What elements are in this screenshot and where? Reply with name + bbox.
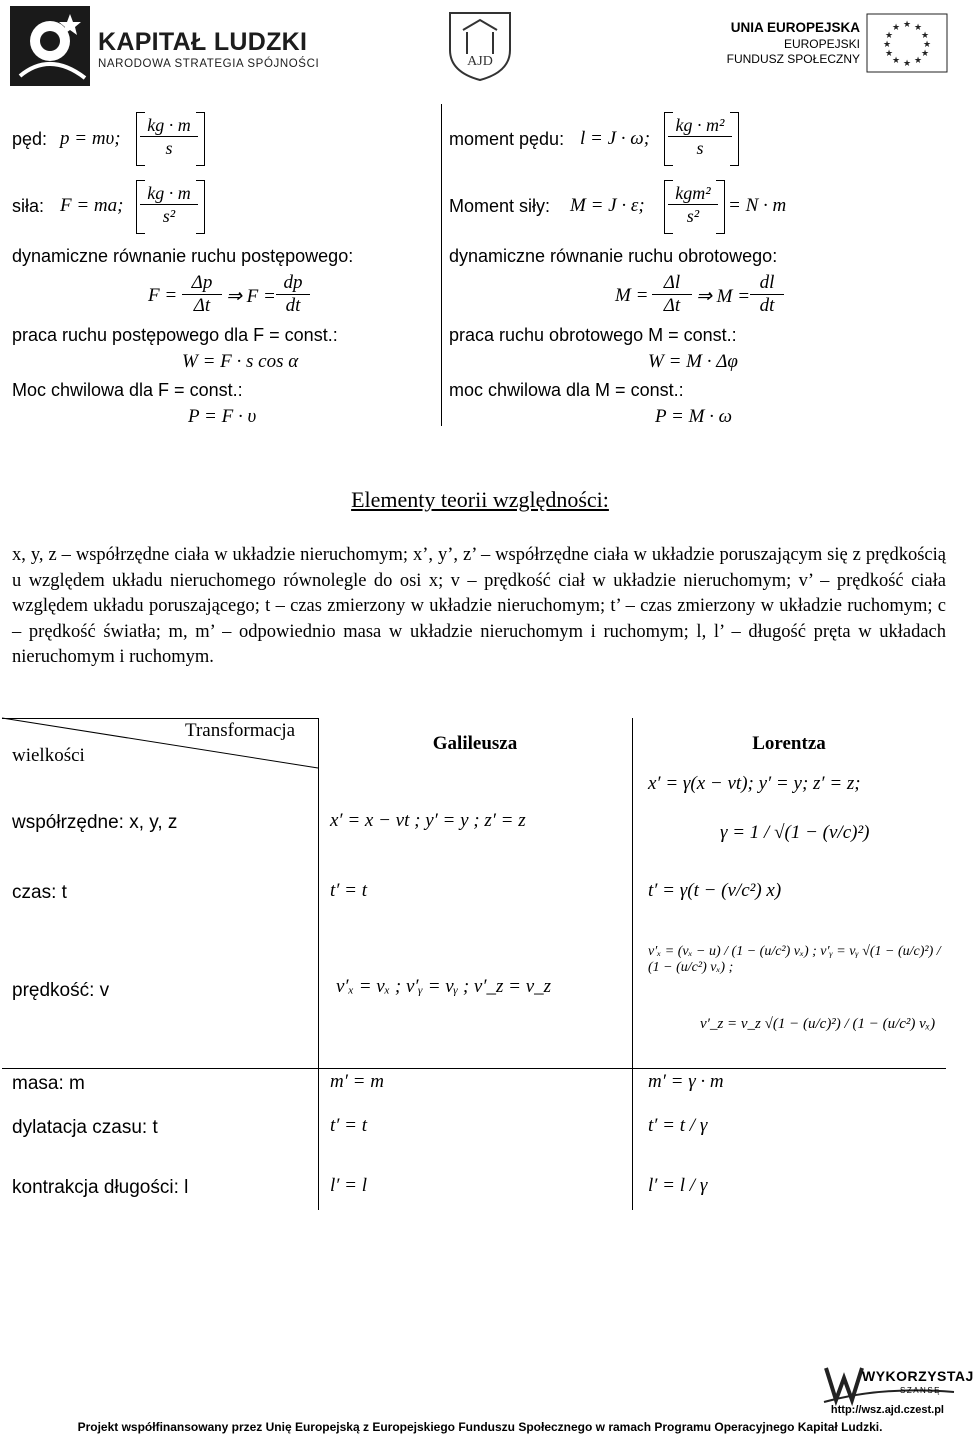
dyn-obr-frac1 xyxy=(652,272,692,317)
corner-top: Transformacja xyxy=(185,720,296,741)
svg-text:★: ★ xyxy=(902,20,912,30)
ped-label: pęd: xyxy=(12,129,48,149)
footer-url: http://wsz.ajd.czest.pl xyxy=(830,1404,944,1416)
row-time-label: czas: t xyxy=(12,882,67,903)
dyn-obr-frac2-den: dt xyxy=(759,295,775,316)
msily-label: Moment siły: xyxy=(449,196,551,216)
row-coords-galileo: x′ = x − vt ; y′ = y ; z′ = z xyxy=(330,810,526,831)
row-velocity-lorentz-1: v′ₓ = (vₓ − u) / (1 − (u/c²) vₓ) ; v′ᵧ = vᵧ √(1 − (u/c)²) / (1 − (u/c²) vₓ) ; xyxy=(648,944,941,975)
row-mass-lorentz: m′ = γ · m xyxy=(648,1071,724,1092)
column-divider xyxy=(441,104,442,426)
eu-line2: EUROPEJSKI xyxy=(783,37,860,51)
svg-text:★: ★ xyxy=(920,31,930,41)
row-dilation-lorentz: t′ = t / γ xyxy=(648,1115,708,1136)
dyn-obr-frac1-den: Δt xyxy=(663,295,681,316)
logo-title: KAPITAŁ LUDZKI xyxy=(98,28,308,56)
dyn-post-a: F = xyxy=(148,285,178,306)
ped-unit-num: kg · m xyxy=(147,115,191,135)
row-mass-label: masa: m xyxy=(12,1073,85,1094)
dyn-post-b: ⇒ F = xyxy=(226,286,276,307)
svg-text:★: ★ xyxy=(891,23,901,33)
moment-unit-bracket-right xyxy=(730,112,739,166)
row-coords-lorentz-2: γ = 1 / √(1 − (v/c)²) xyxy=(720,822,870,843)
svg-text:★: ★ xyxy=(913,23,923,33)
dyn-post-frac2-num: dp xyxy=(276,272,310,295)
dyn-post-frac1-den: Δt xyxy=(193,295,211,316)
dyn-obr-a: M = xyxy=(615,285,649,306)
footer-funding: Projekt współfinansowany przez Unię Europejską z Europejskiego Funduszu Społecznego w ramach Programu Operacyjnego Kapitał Ludzki. xyxy=(77,1420,883,1434)
svg-text:★: ★ xyxy=(920,49,930,59)
msily-tail: = N · m xyxy=(728,195,787,216)
kapital-ludzki-logo xyxy=(10,6,350,86)
sila-label: siła: xyxy=(12,196,45,216)
svg-text:★: ★ xyxy=(891,56,901,66)
svg-text:★: ★ xyxy=(913,56,923,66)
moment-unit xyxy=(668,114,732,159)
row-velocity-galileo: v′ₓ = vₓ ; v′ᵧ = vᵧ ; v′_z = v_z xyxy=(336,976,552,997)
dyn-obr-frac2-num: dl xyxy=(750,272,784,295)
row-velocity-label: prędkość: v xyxy=(12,980,110,1001)
eu-logo xyxy=(726,14,955,74)
moment-unit-num: kg · m² xyxy=(675,115,725,135)
dyn-post-label: dynamiczne równanie ruchu postępowego: xyxy=(12,246,354,266)
moment-label: moment pędu: xyxy=(449,129,565,149)
moment-formula: l = J · ω; xyxy=(580,128,651,149)
msily-unit-bracket-right xyxy=(716,180,725,234)
praca-obr-formula: W = M · Δφ xyxy=(648,351,738,372)
ped-formula: p = mυ; xyxy=(60,128,121,149)
row-mass-line xyxy=(2,1068,946,1069)
dyn-obr-frac1-num: Δl xyxy=(652,272,692,295)
msily-unit-num: kgm² xyxy=(675,183,711,203)
row-dilation-galileo: t′ = t xyxy=(330,1115,368,1136)
dyn-obr-b: ⇒ M = xyxy=(696,286,751,307)
praca-obr-label: praca ruchu obrotowego M = const.: xyxy=(449,325,737,345)
sila-unit-den: s² xyxy=(140,204,198,227)
section-title: Elementy teorii względności: xyxy=(351,487,609,512)
msily-formula: M = J · ε; xyxy=(570,195,645,216)
row-velocity-lorentz-2: v′_z = v_z √(1 − (u/c)²) / (1 − (u/c²) vₓ) xyxy=(700,1016,936,1032)
ped-unit xyxy=(140,114,198,159)
svg-text:★: ★ xyxy=(902,59,912,69)
dyn-obr-frac2 xyxy=(750,272,784,317)
moc-obr-formula: P = M · ω xyxy=(655,406,733,427)
praca-post-label: praca ruchu postępowego dla F = const.: xyxy=(12,325,338,345)
moc-post-label: Moc chwilowa dla F = const.: xyxy=(12,380,243,400)
row-dilation-label: dylatacja czasu: t xyxy=(12,1117,158,1138)
moc-obr-label: moc chwilowa dla M = const.: xyxy=(449,380,684,400)
ped-unit-den: s xyxy=(140,136,198,159)
sila-unit-bracket-right xyxy=(196,180,205,234)
row-contraction-galileo: l′ = l xyxy=(330,1175,368,1196)
table-divider-1 xyxy=(318,718,319,1210)
svg-text:AJD: AJD xyxy=(467,54,493,69)
dyn-post-frac1-num: Δp xyxy=(182,272,222,295)
dyn-obr-label: dynamiczne równanie ruchu obrotowego: xyxy=(449,246,778,266)
row-contraction-lorentz: l′ = l / γ xyxy=(648,1175,708,1196)
row-contraction-label: kontrakcja długości: l xyxy=(12,1177,189,1198)
sila-unit-num: kg · m xyxy=(147,183,191,203)
svg-text:★: ★ xyxy=(884,31,894,41)
row-time-lorentz: t′ = γ(t − (v/c²) x) xyxy=(648,880,782,901)
svg-text:★: ★ xyxy=(882,40,892,50)
svg-text:★: ★ xyxy=(884,49,894,59)
dyn-post-frac2-den: dt xyxy=(285,295,301,316)
col-lorentz: Lorentza xyxy=(752,733,826,754)
dyn-post-frac2 xyxy=(276,272,310,317)
university-crest-logo xyxy=(445,10,515,80)
eu-line3: FUNDUSZ SPOŁECZNY xyxy=(726,52,860,66)
praca-post-formula: W = F · s cos α xyxy=(182,351,299,372)
eu-line1: UNIA EUROPEJSKA xyxy=(730,20,860,35)
definitions-paragraph: x, y, z – współrzędne ciała w układzie nieruchomym; x’, y’, z’ – współrzędne ciała w układzie poruszającym się z prędkością u względem układu nieruchomego równolegle do osi x; v – prędkość ciał w układzie nieruchomym; v’ – prędkość ciała względem układu poruszającego; t – czas zmierzony w układzie nieruchomym; t’ – czas zmierzony w układzie ruchomym; c – prędkość światła; m, m’ – odpowiednio masa w układzie nieruchomym i ruchomym; l, l’ – długość pręta w układach nieruchomym i ruchomym. xyxy=(12,545,946,667)
svg-text:★: ★ xyxy=(922,40,932,50)
moment-unit-den: s xyxy=(668,136,732,159)
row-coords-label: współrzędne: x, y, z xyxy=(12,812,178,833)
table-divider-2 xyxy=(632,718,633,1210)
sila-unit xyxy=(140,182,198,227)
msily-unit-den: s² xyxy=(668,204,718,227)
badge-text: WYKORZYSTAJ xyxy=(862,1368,974,1384)
row-coords-lorentz-1: x′ = γ(x − vt); y′ = y; z′ = z; xyxy=(648,773,861,794)
corner-bottom: wielkości xyxy=(12,745,85,766)
sila-formula: F = ma; xyxy=(60,195,124,216)
kapital-ludzki-emblem-icon xyxy=(10,6,95,86)
wykorzystaj-badge xyxy=(822,1362,974,1406)
ped-unit-bracket-right xyxy=(196,112,205,166)
badge-sub: SZANSĘ xyxy=(900,1386,942,1395)
moc-post-formula: P = F · υ xyxy=(188,406,257,427)
col-galileo: Galileusza xyxy=(432,733,518,754)
logo-subtitle: NARODOWA STRATEGIA SPÓJNOŚCI xyxy=(98,58,320,70)
msily-unit xyxy=(668,182,718,227)
row-mass-galileo: m′ = m xyxy=(330,1071,384,1092)
crest-icon xyxy=(445,10,515,82)
row-time-galileo: t′ = t xyxy=(330,880,368,901)
dyn-post-frac1 xyxy=(182,272,222,317)
eu-flag-icon xyxy=(867,14,947,72)
